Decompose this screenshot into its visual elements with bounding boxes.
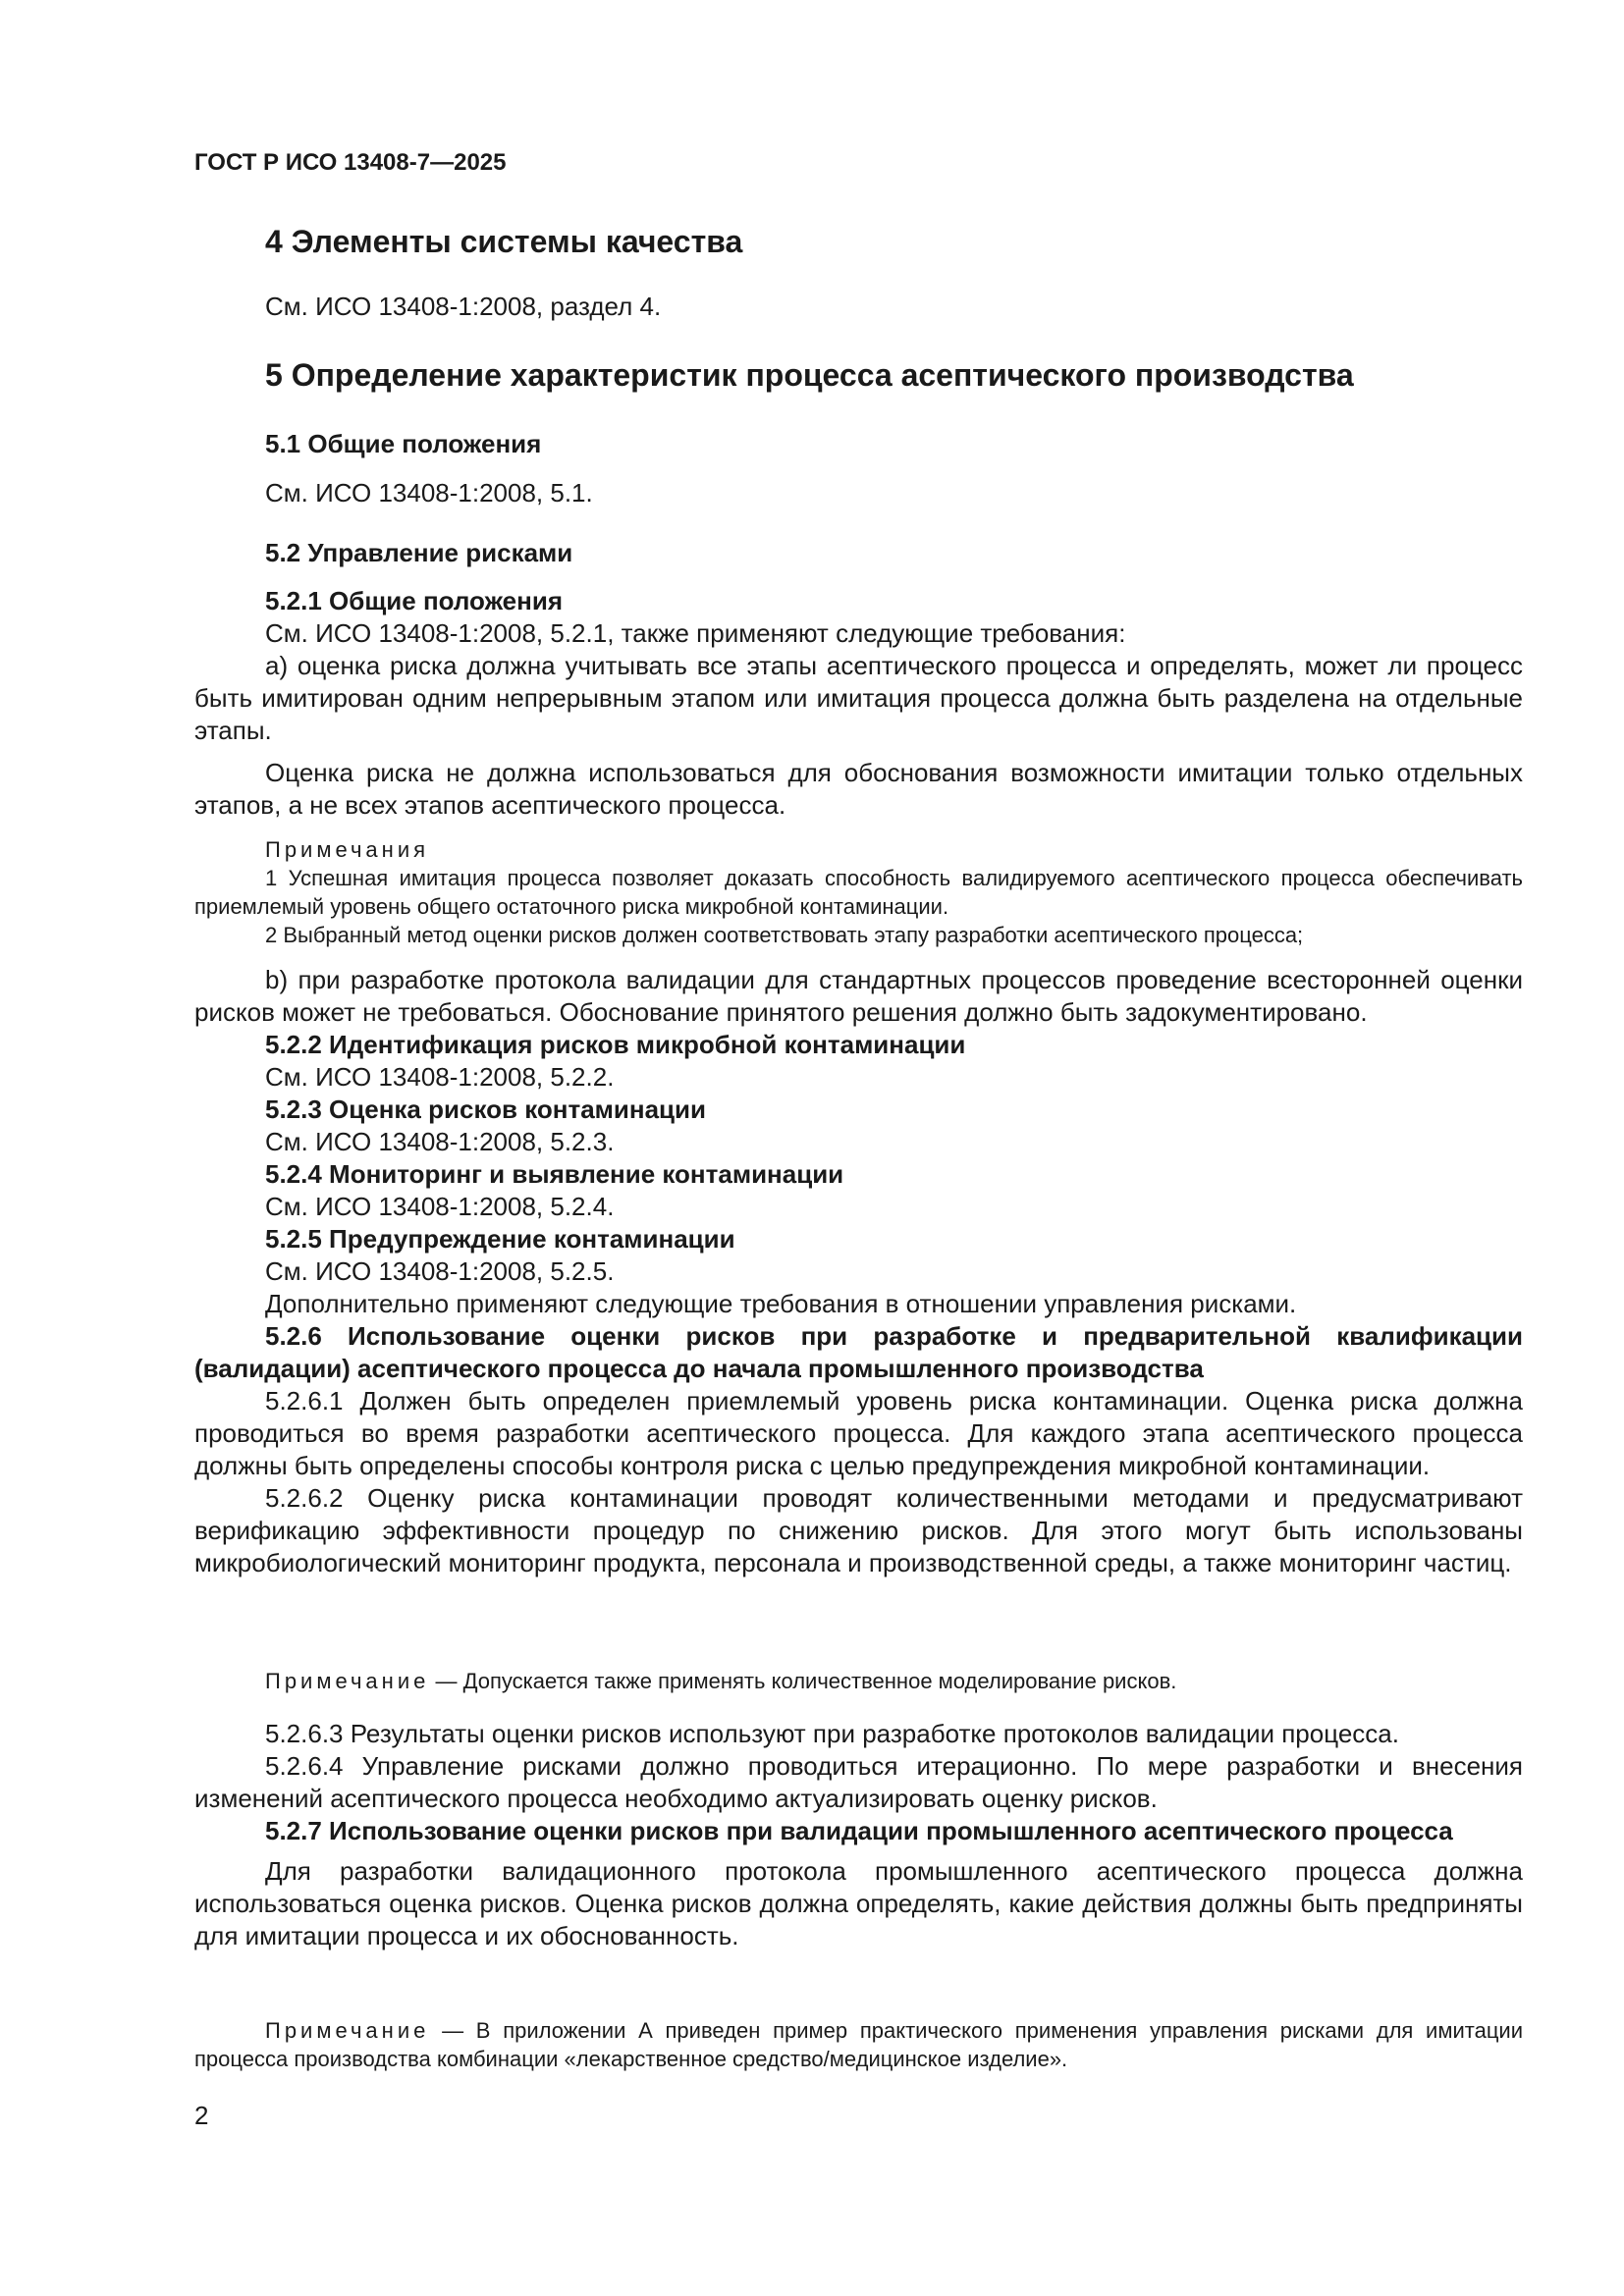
section-5-2-6-1: 5.2.6.1 Должен быть определен приемлемый уровень риска контаминации. Оценка риска должна проводиться во время разработки асептического процесса. Для каждого этапа асептического процесса должны быть определены способы контроля риска с целью предупреждения микробной контаминации. [194,1386,1523,1480]
section-5-2 [194,537,1523,569]
note-5-2-6 [194,1667,1523,1695]
section-5-2-1-intro: См. ИСО 13408-1:2008, 5.2.1, также применяют следующие требования: [265,618,1126,648]
section-5-2-6-4: 5.2.6.4 Управление рисками должно проводиться итерационно. По мере разработки и внесения изменений асептического процесса необходимо актуализировать оценку рисков. [194,1751,1523,1813]
section-5-2-1-b-and-following [194,964,1523,1579]
section-5-2-title: 5.2 Управление рисками [265,538,573,567]
section-5-2-4-text: См. ИСО 13408-1:2008, 5.2.4. [265,1192,615,1221]
section-4-title: 4 Элементы системы качества [265,224,743,259]
section-5-2-6-2: 5.2.6.2 Оценку риска контаминации проводят количественными методами и предусматривают верификацию эффективности процедур по снижению рисков. Для этого могут быть использованы микробиологический мониторинг продукта, персонала и производственной среды, а также мониторинг частиц. [194,1483,1523,1577]
section-5-2-4-title: 5.2.4 Мониторинг и выявление контаминации [265,1159,844,1189]
section-4 [194,222,1523,323]
note-5-2-7-label: Примечание [265,2018,430,2043]
section-5-2-1-item-b: b) при разработке протокола валидации для стандартных процессов проведение всесторонней оценки рисков может не требоваться. Обоснование принятого решения должно быть задокументировано. [194,965,1523,1027]
section-5-2-1-para: Оценка риска не должна использоваться для обоснования возможности имитации только отдельных этапов, а не всех этапов асептического процесса. [194,758,1523,820]
section-5-2-6-title: 5.2.6 Использование оценки рисков при разработке и предварительной квалификации (валидации) асептического процесса до начала промышленного производства [194,1321,1523,1383]
section-5 [194,355,1523,395]
section-5-2-2-text: См. ИСО 13408-1:2008, 5.2.2. [265,1062,615,1092]
section-5-2-6-3: 5.2.6.3 Результаты оценки рисков используют при разработке протоколов валидации процесса. [265,1719,1399,1748]
section-5-1-text: См. ИСО 13408-1:2008, 5.1. [265,478,593,507]
page-number: 2 [194,2101,209,2130]
note-2: 2 Выбранный метод оценки рисков должен соответствовать этапу разработки асептического процесса; [265,923,1304,947]
notes-block [194,835,1523,949]
section-5-2-5-text: См. ИСО 13408-1:2008, 5.2.5. [265,1256,615,1286]
document-header: ГОСТ Р ИСО 13408-7—2025 [194,149,507,176]
section-5-2-3-title: 5.2.3 Оценка рисков контаминации [265,1095,706,1124]
notes-label: Примечания [265,837,430,862]
section-5-2-1-item-a: а) оценка риска должна учитывать все этапы асептического процесса и определять, может ли процесс быть имитирован одним непрерывным этапом или имитация процесса должна быть разделена на отдельные этапы. [194,651,1523,745]
section-5-2-7-title: 5.2.7 Использование оценки рисков при валидации промышленного асептического процесса [265,1816,1453,1845]
note-1: 1 Успешная имитация процесса позволяет доказать способность валидируемого асептического процесса обеспечивать приемлемый уровень общего остаточного риска микробной контаминации. [194,866,1523,919]
note-5-2-7 [194,2016,1523,2073]
section-5-2-5-title: 5.2.5 Предупреждение контаминации [265,1224,735,1254]
section-4-text: См. ИСО 13408-1:2008, раздел 4. [265,292,662,321]
section-5-2-1 [194,585,1523,822]
section-5-title: 5 Определение характеристик процесса асептического производства [265,357,1354,393]
section-5-2-7-p1: Для разработки валидационного протокола промышленного асептического процесса должна использоваться оценка рисков. Оценка рисков должна определять, какие действия должны быть предприняты для имитации процесса и их обоснованность. [194,1856,1523,1950]
note-5-2-6-label: Примечание [265,1669,430,1693]
section-5-1-title: 5.1 Общие положения [265,429,542,458]
section-5-2-6-cont [194,1718,1523,1952]
section-5-2-5-extra: Дополнительно применяют следующие требования в отношении управления рисками. [265,1289,1297,1318]
section-5-2-3-text: См. ИСО 13408-1:2008, 5.2.3. [265,1127,615,1156]
section-5-2-2-title: 5.2.2 Идентификация рисков микробной контаминации [265,1030,966,1059]
note-5-2-6-text: — Допускается также применять количественное моделирование рисков. [429,1669,1177,1693]
section-5-2-1-title: 5.2.1 Общие положения [265,586,563,615]
section-5-1 [194,428,1523,509]
note-5-2-7-text: — В приложении А приведен пример практического применения управления рисками для имитации процесса производства комбинации «лекарственное средство/медицинское изделие». [194,2018,1523,2071]
